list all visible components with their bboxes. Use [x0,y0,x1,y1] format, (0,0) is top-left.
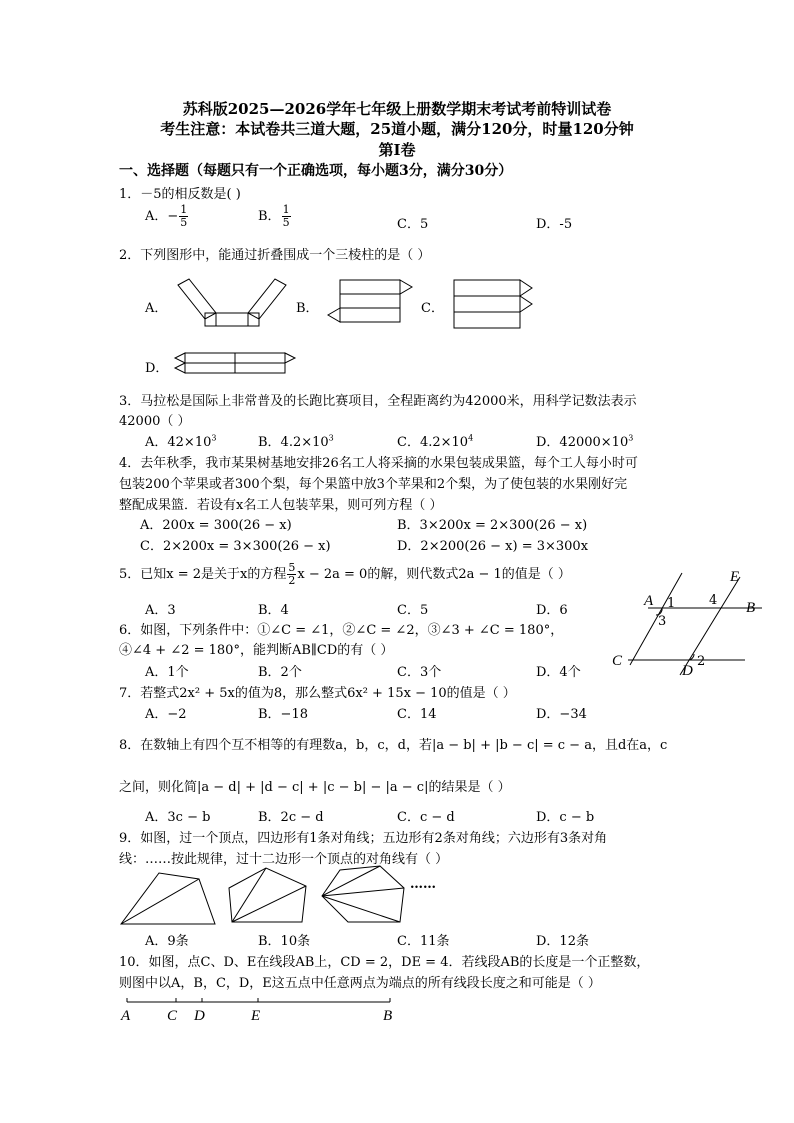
q10-stem-line2: 则图中以A，B，C，D，E这五点中任意两点为端点的所有线段长度之和可能是（ ） [119,976,601,991]
q5-frac-num: 5 [288,561,296,574]
q6-label-e: E [730,569,740,585]
q1-option-d: D．-5 [536,217,573,232]
q9-pentagon-figure [226,864,311,926]
q2-option-d: D． [145,361,169,376]
q4-stem-line2: 包装200个苹果或者300个梨，每个果篮中放3个苹果和2个梨，为了使包装的水果刚好完 [119,477,628,492]
q9-option-d: D．12条 [536,934,589,949]
q1-option-c: C．5 [397,217,429,232]
q6-option-b: B．2个 [258,665,302,680]
q9-option-c: C．11条 [397,934,450,949]
q3-stem-line2: 42000（ ） [119,414,191,429]
q3-b-text: B．4.2×10 [258,435,329,450]
q3-option-b [258,431,334,450]
q9-option-b: B．10条 [258,934,311,949]
q1-a-label: A． [145,209,168,224]
q4-stem-line3: 整配成果篮．若设有x名工人包装苹果，则可列方程（ ） [119,498,443,513]
q2-net-d-figure [173,351,298,377]
q10-label-d: D [194,1008,205,1024]
q1-a-num: 1 [180,203,188,216]
q3-b-exp: 3 [328,433,334,443]
q10-label-a: A [121,1008,131,1024]
q8-stem-line2: 之间，则化简|a − d| + |d − c| + |c − b| − |a − c|的结果是（ ） [119,780,511,795]
q3-c-text: C．4.2×10 [397,435,469,450]
q1-b-den: 5 [282,216,290,229]
q2-net-a-figure [170,277,295,332]
q10-segment-figure [118,994,403,1026]
q3-d-exp: 3 [628,433,634,443]
q4-option-c: C．2×200x = 3×300(26 − x) [140,539,331,554]
q3-c-exp: 4 [468,433,474,443]
q1-b-label: B． [258,209,281,224]
q6-label-b: B [746,600,756,616]
q5-option-d: D．6 [536,603,568,618]
q7-option-b: B．−18 [258,707,308,722]
part-label: 第Ⅰ卷 [378,141,416,159]
q3-option-a [145,431,216,450]
q6-option-d: D．4个 [536,665,581,680]
q4-stem-line1: 4．去年秋季，我市某果树基地安排26名工人将采摘的水果包装成果篮，每个工人每小时可 [119,456,638,471]
q1-option-a [145,204,189,229]
q5-frac-den: 2 [288,574,296,587]
q10-label-b: B [383,1008,393,1024]
section-heading: 一、选择题（每题只有一个正确选项，每小题3分，满分30分） [119,163,513,179]
q6-angle-3: 3 [658,614,667,629]
q2-option-a: A． [145,301,168,316]
q5-stem-part1: 5．已知x = 2是关于x的方程 [119,567,287,582]
q1-b-num: 1 [282,203,290,216]
q6-angle-4: 4 [709,593,718,608]
q9-hexagon-figure [318,864,408,926]
q6-parallel-lines-figure [610,565,770,680]
exam-title: 苏科版2025—2026学年七年级上册数学期末考试考前特训试卷 [182,100,612,118]
q1-a-den: 5 [180,216,188,229]
q4-option-a: A．200x = 300(26 − x) [140,518,292,533]
q3-option-d [536,431,633,450]
q6-angle-2: 2 [697,654,706,669]
q8-option-d: D．c − b [536,810,595,825]
q10-stem-line1: 10．如图，点C、D、E在线段AB上，CD = 2，DE = 4．若线段AB的长度是一个正整数， [119,955,650,970]
q8-option-b: B．2c − d [258,810,324,825]
q2-option-b: B． [296,301,319,316]
q6-option-a: A．1个 [145,665,189,680]
exam-notice: 考生注意：本试卷共三道大题，25道小题，满分120分，时量120分钟 [160,120,634,138]
q9-ellipsis: …… [410,877,436,892]
q3-d-text: D．42000×10 [536,435,629,450]
q3-option-c [397,431,473,450]
q8-option-a: A．3c − b [145,810,211,825]
q3-a-text: A．42×10 [145,435,212,450]
q7-option-d: D．−34 [536,707,587,722]
q8-stem-line1: 8．在数轴上有四个互不相等的有理数a，b，c，d，若|a − b| + |b − c| = c − a，且d在a，c [119,738,668,753]
q5-option-a: A．3 [145,603,176,618]
q6-stem-line1: 6．如图，下列条件中：①∠C = ∠1，②∠C = ∠2，③∠3 + ∠C = 180°， [119,623,564,638]
q7-option-a: A．−2 [145,707,187,722]
q2-stem: 2．下列图形中，能通过折叠围成一个三棱柱的是（ ） [119,248,431,263]
q2-net-b-figure [326,278,416,326]
q1-option-b [258,204,292,229]
q4-option-d: D．2×200(26 − x) = 3×300x [397,539,589,554]
q5-stem [119,562,571,587]
q2-option-c: C． [421,301,444,316]
q6-stem-line2: ④∠4 + ∠2 = 180°，能判断AB∥CD的有（ ） [119,643,394,658]
q5-option-b: B．4 [258,603,289,618]
q6-label-c: C [612,653,623,669]
q5-option-c: C．5 [397,603,429,618]
q10-label-e: E [251,1008,261,1024]
q4-option-b: B．3×200x = 2×300(26 − x) [397,518,588,533]
q9-quadrilateral-figure [119,867,219,927]
q6-label-a: A [644,593,654,609]
q6-label-d: D [682,663,693,679]
q6-angle-1: 1 [667,596,676,611]
q7-option-c: C．14 [397,707,437,722]
q5-stem-part2: x − 2a = 0的解，则代数式2a − 1的值是（ ） [297,567,571,582]
q6-option-c: C．3个 [397,665,442,680]
q1-a-sign: − [167,209,179,224]
q9-stem-line2: 线：……按此规律，过十二边形一个顶点的对角线有（ ） [119,852,449,867]
q10-label-c: C [167,1008,178,1024]
q3-a-exp: 3 [211,433,217,443]
q9-stem-line1: 9．如图，过一个顶点，四边形有1条对角线；五边形有2条对角线；六边形有3条对角 [119,831,608,846]
q1-stem: 1．－5的相反数是( ) [119,187,241,202]
q2-net-c-figure [452,278,542,330]
q9-option-a: A．9条 [145,934,189,949]
q8-option-c: C．c − d [397,810,455,825]
q3-stem-line1: 3．马拉松是国际上非常普及的长跑比赛项目，全程距离约为42000米，用科学记数法表示 [119,394,637,409]
q7-stem: 7．若整式2x² + 5x的值为8，那么整式6x² + 15x − 10的值是（ ） [119,686,516,701]
